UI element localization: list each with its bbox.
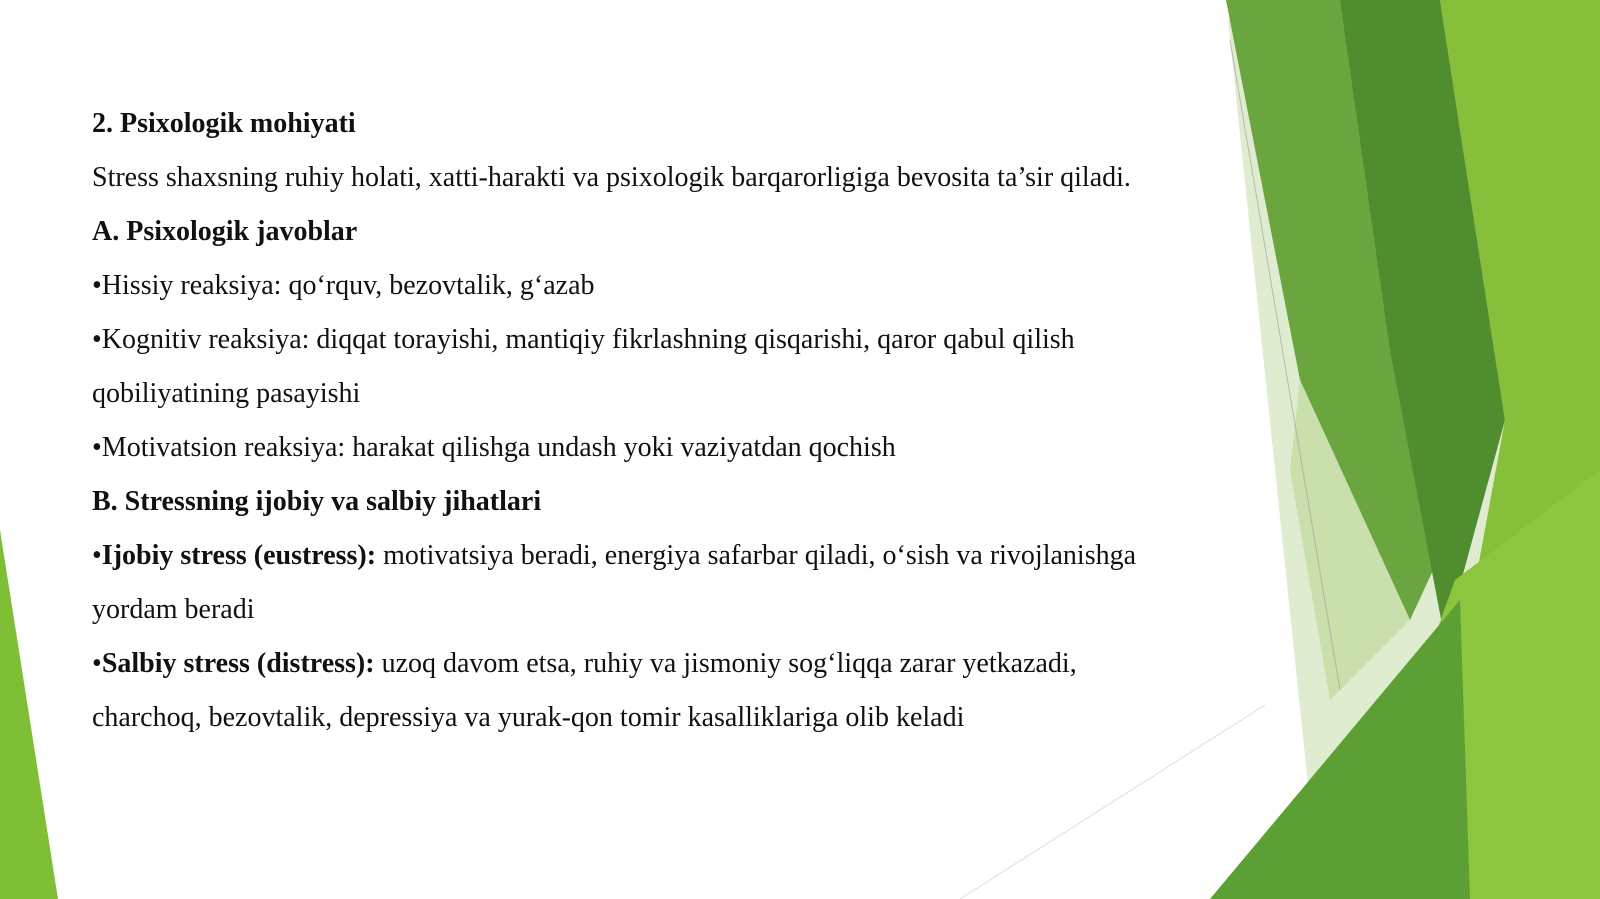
distress-label: Salbiy stress (distress): [101, 648, 375, 679]
eustress-text: motivatsiya beradi, energiya safarbar qiladi, o‘sish va rivojlanishga yordam beradi [92, 540, 1137, 625]
intro-paragraph: Stress shaxsning ruhiy holati, xatti-harakti va psixologik barqarorligiga bevosita ta’sir qiladi. [92, 162, 1131, 193]
slide-body [92, 97, 1172, 745]
bullet-motivatsion: •Motivatsion reaksiya: harakat qilishga undash yoki vaziyatdan qochish [92, 432, 896, 463]
bullet-mark: • [92, 648, 102, 679]
bullet-kognitiv: •Kognitiv reaksiya: diqqat torayishi, mantiqiy fikrlashning qisqarishi, qaror qabul qilish qobiliyatining pasayishi [92, 324, 1075, 409]
bullet-mark: • [92, 540, 102, 571]
left-green-shape [0, 530, 58, 899]
item-eustress [92, 529, 1172, 637]
item-distress [92, 637, 1172, 745]
section-a-heading: A. Psixologik javoblar [92, 216, 358, 247]
eustress-label: Ijobiy stress (eustress): [101, 540, 377, 571]
bullet-hissiy: •Hissiy reaksiya: qo‘rquv, bezovtalik, g‘azab [92, 270, 595, 301]
section-b-heading: B. Stressning ijobiy va salbiy jihatlari [92, 486, 542, 517]
distress-text: uzoq davom etsa, ruhiy va jismoniy sog‘liqqa zarar yetkazadi, charchoq, bezovtalik, depressiya va yurak-qon tomir kasalliklariga olib keladi [92, 648, 1077, 733]
main-heading: 2. Psixologik mohiyati [92, 108, 356, 139]
